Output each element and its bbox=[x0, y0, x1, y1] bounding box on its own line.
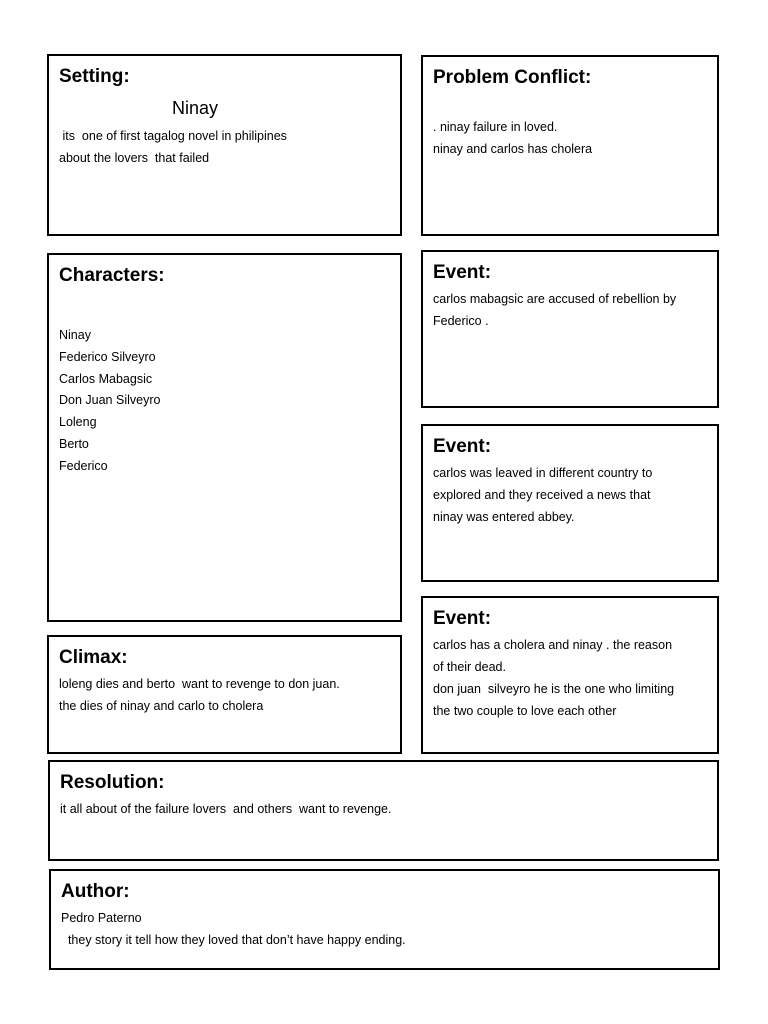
event-line: don juan silveyro he is the one who limiting bbox=[433, 682, 675, 696]
event-line: Federico . bbox=[433, 314, 489, 328]
characters-heading: Characters: bbox=[59, 265, 165, 286]
event-box-1 bbox=[421, 250, 719, 408]
event-line: explored and they received a news that bbox=[433, 488, 651, 502]
character-name: Ninay bbox=[59, 328, 91, 342]
author-name: Pedro Paterno bbox=[61, 911, 142, 925]
setting-box bbox=[47, 54, 402, 236]
setting-line: about the lovers that failed bbox=[59, 151, 210, 165]
resolution-line: it all about of the failure lovers and others want to revenge. bbox=[60, 802, 392, 816]
event-box-3 bbox=[421, 596, 719, 754]
character-name: Loleng bbox=[59, 415, 97, 429]
event-box-2 bbox=[421, 424, 719, 582]
problem-conflict-heading: Problem Conflict: bbox=[433, 67, 592, 88]
event-line: ninay was entered abbey. bbox=[433, 510, 575, 524]
character-name: Carlos Mabagsic bbox=[59, 372, 153, 386]
setting-title: Ninay bbox=[172, 98, 219, 118]
event-line: of their dead. bbox=[433, 660, 506, 674]
setting-line: its one of first tagalog novel in philipines bbox=[59, 129, 287, 143]
character-name: Federico bbox=[59, 459, 108, 473]
event-line: carlos has a cholera and ninay . the reason bbox=[433, 638, 673, 652]
event-heading: Event: bbox=[433, 608, 492, 629]
resolution-box bbox=[48, 760, 719, 861]
characters-box bbox=[47, 253, 402, 622]
character-name: Federico Silveyro bbox=[59, 350, 156, 364]
setting-heading: Setting: bbox=[59, 66, 130, 87]
climax-heading: Climax: bbox=[59, 647, 128, 668]
author-line: they story it tell how they loved that don’t have happy ending. bbox=[61, 933, 406, 947]
event-line: the two couple to love each other bbox=[433, 704, 617, 718]
event-line: carlos was leaved in different country to bbox=[433, 466, 653, 480]
author-box bbox=[49, 869, 720, 970]
character-name: Don Juan Silveyro bbox=[59, 393, 161, 407]
problem-conflict-line: ninay and carlos has cholera bbox=[433, 142, 593, 156]
problem-conflict-box bbox=[421, 55, 719, 236]
character-name: Berto bbox=[59, 437, 89, 451]
event-heading: Event: bbox=[433, 262, 492, 283]
resolution-heading: Resolution: bbox=[60, 772, 165, 793]
event-heading: Event: bbox=[433, 436, 492, 457]
climax-line: the dies of ninay and carlo to cholera bbox=[59, 699, 264, 713]
event-line: carlos mabagsic are accused of rebellion by bbox=[433, 292, 677, 306]
climax-line: loleng dies and berto want to revenge to don juan. bbox=[59, 677, 340, 691]
author-heading: Author: bbox=[61, 881, 130, 902]
climax-box bbox=[47, 635, 402, 754]
problem-conflict-line: . ninay failure in loved. bbox=[433, 120, 558, 134]
